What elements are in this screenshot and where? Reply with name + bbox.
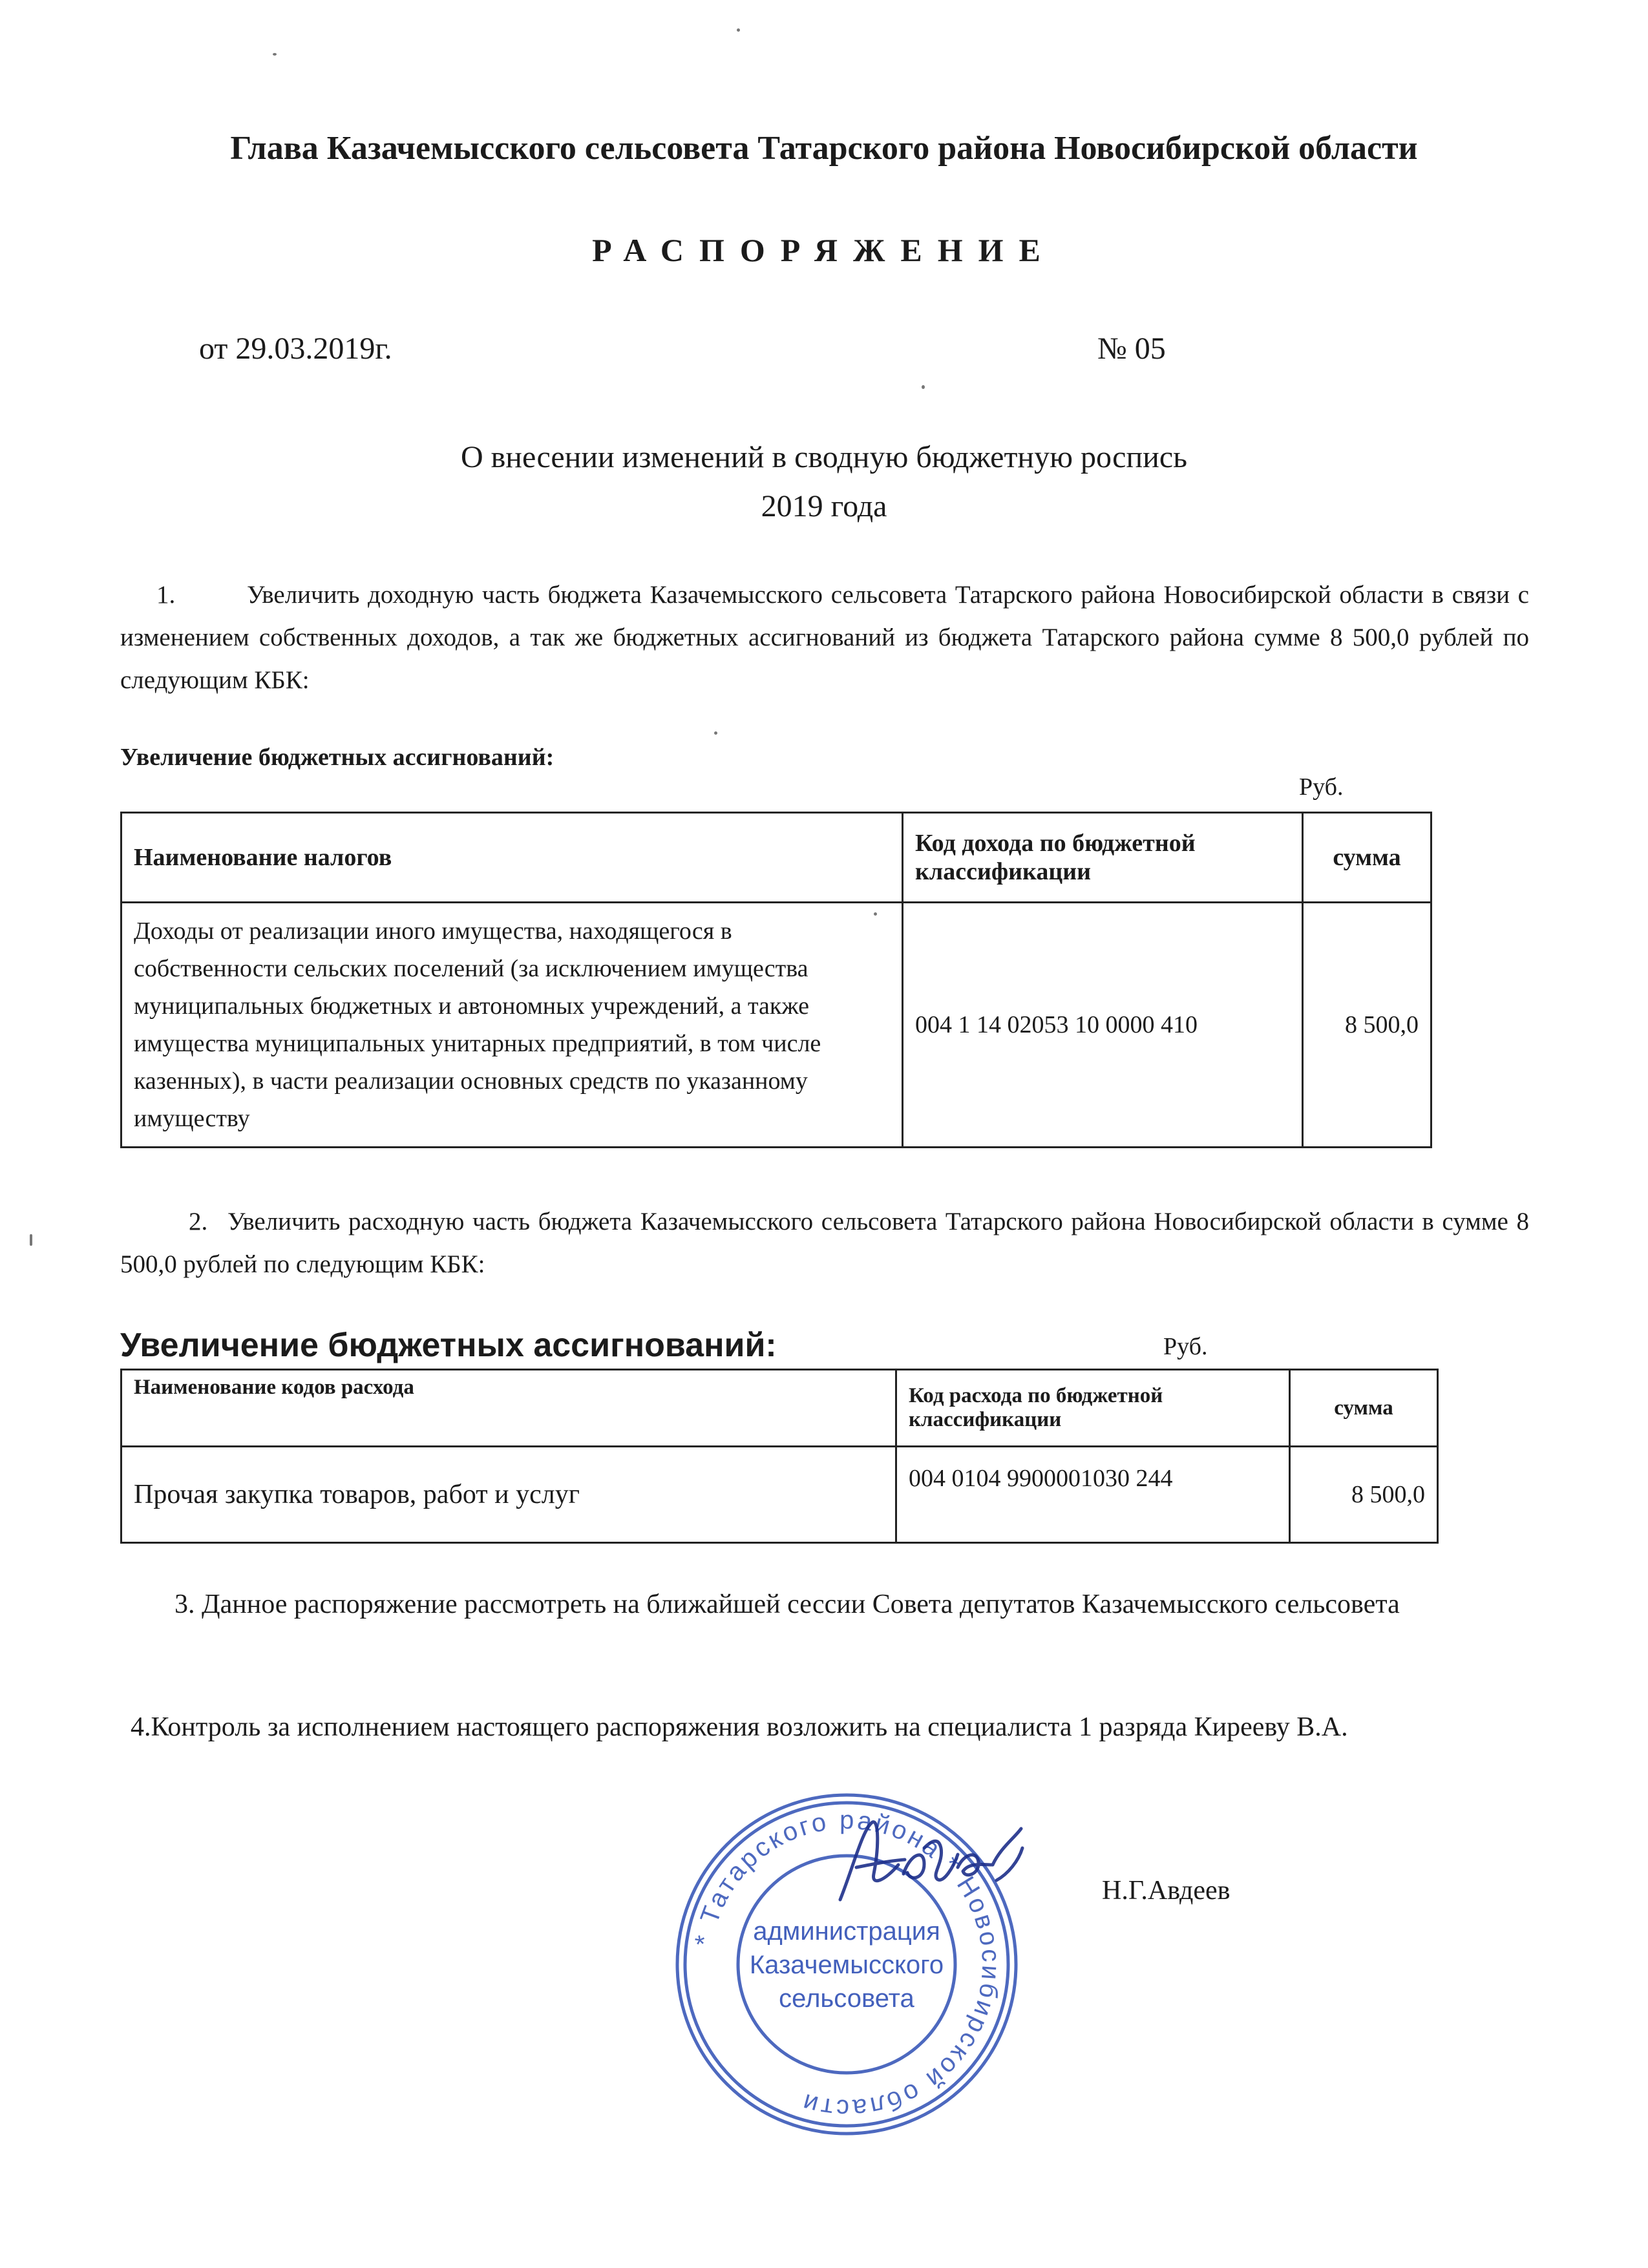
income-table — [120, 812, 1432, 1148]
income-row-sum: 8 500,0 — [1303, 903, 1431, 1148]
scan-speck — [30, 1234, 32, 1246]
item-2 — [120, 1201, 1529, 1286]
stamp-ring-text: * Татарского района * Новосибирской области — [689, 1805, 1006, 2123]
scan-speck — [874, 912, 877, 916]
section-2-unit: Руб. — [1163, 1333, 1208, 1360]
section-2-title: Увеличение бюджетных ассигнований: — [120, 1327, 777, 1364]
item-3 — [120, 1580, 1529, 1628]
table-row — [121, 903, 1431, 1148]
expense-table-header — [121, 1370, 1438, 1447]
item-2-number: 2. — [189, 1208, 208, 1235]
item-1 — [120, 574, 1529, 702]
scan-speck — [922, 385, 925, 389]
expense-row-code: 004 0104 9900001030 244 — [896, 1447, 1290, 1543]
document-authority: Глава Казачемысского сельсовета Татарского района Новосибирской области — [230, 130, 1418, 167]
income-row-name: Доходы от реализации иного имущества, находящегося в собственности сельских поселений (за исключением имущества муниципальных бюджетных и автономных учреждений, а также имущества муниципальных унитарных предприятий, в том числе казенных), в части реализации основных средств по указанному имуществу — [121, 903, 903, 1148]
expense-header-name: Наименование кодов расхода — [121, 1370, 896, 1447]
item-4 — [120, 1703, 1529, 1751]
scan-speck — [273, 53, 277, 56]
section-1-title: Увеличение бюджетных ассигнований: — [120, 744, 555, 771]
subject-line-1: О внесении изменений в сводную бюджетную роспись — [460, 440, 1188, 474]
income-header-sum: сумма — [1303, 813, 1431, 903]
income-row-code: 004 1 14 02053 10 0000 410 — [903, 903, 1303, 1148]
expense-header-code: Код расхода по бюджетной классификации — [896, 1370, 1290, 1447]
document-date: от 29.03.2019г. — [199, 331, 392, 366]
subject-line-2: 2019 года — [761, 489, 887, 523]
item-1-text: Увеличить доходную часть бюджета Казачемысского сельсовета Татарского района Новосибирской области в связи с изменением собственных доходов, а так же бюджетных ассигнований из бюджета Татарского района сумме 8 500,0 рублей по следующим КБК: — [120, 581, 1529, 694]
expense-table — [120, 1369, 1439, 1544]
item-1-number: 1. — [156, 581, 176, 609]
income-header-code: Код дохода по бюджетной классификации — [903, 813, 1303, 903]
document-subject — [0, 433, 1648, 531]
item-2-text: Увеличить расходную часть бюджета Казачемысского сельсовета Татарского района Новосибирской области в сумме 8 500,0 рублей по следующим КБК: — [120, 1208, 1529, 1278]
scan-speck — [714, 731, 717, 735]
expense-row-name: Прочая закупка товаров, работ и услуг — [121, 1447, 896, 1543]
document-number: № 05 — [1097, 331, 1166, 366]
item-3-text: 3. Данное распоряжение рассмотреть на ближайшей сессии Совета депутатов Казачемысского сельсовета — [174, 1590, 1400, 1619]
handwritten-signature — [827, 1803, 1034, 1919]
scan-speck — [737, 28, 740, 32]
stamp-line-3: сельсовета — [779, 1984, 914, 2013]
income-header-name: Наименование налогов — [121, 813, 903, 903]
table-row — [121, 1447, 1438, 1543]
stamp-line-1: администрация — [753, 1917, 940, 1946]
stamp-line-2: Казачемысского — [749, 1951, 944, 1979]
expense-header-sum: сумма — [1290, 1370, 1438, 1447]
item-4-text: 4.Контроль за исполнением настоящего распоряжения возложить на специалиста 1 разряда Кирееву В.А. — [131, 1712, 1348, 1742]
expense-row-sum: 8 500,0 — [1290, 1447, 1438, 1543]
signer-name: Н.Г.Авдеев — [1102, 1876, 1231, 1906]
document-type-title: РАСПОРЯЖЕНИЕ — [592, 232, 1056, 268]
income-table-header — [121, 813, 1431, 903]
section-1-unit: Руб. — [1299, 773, 1344, 801]
